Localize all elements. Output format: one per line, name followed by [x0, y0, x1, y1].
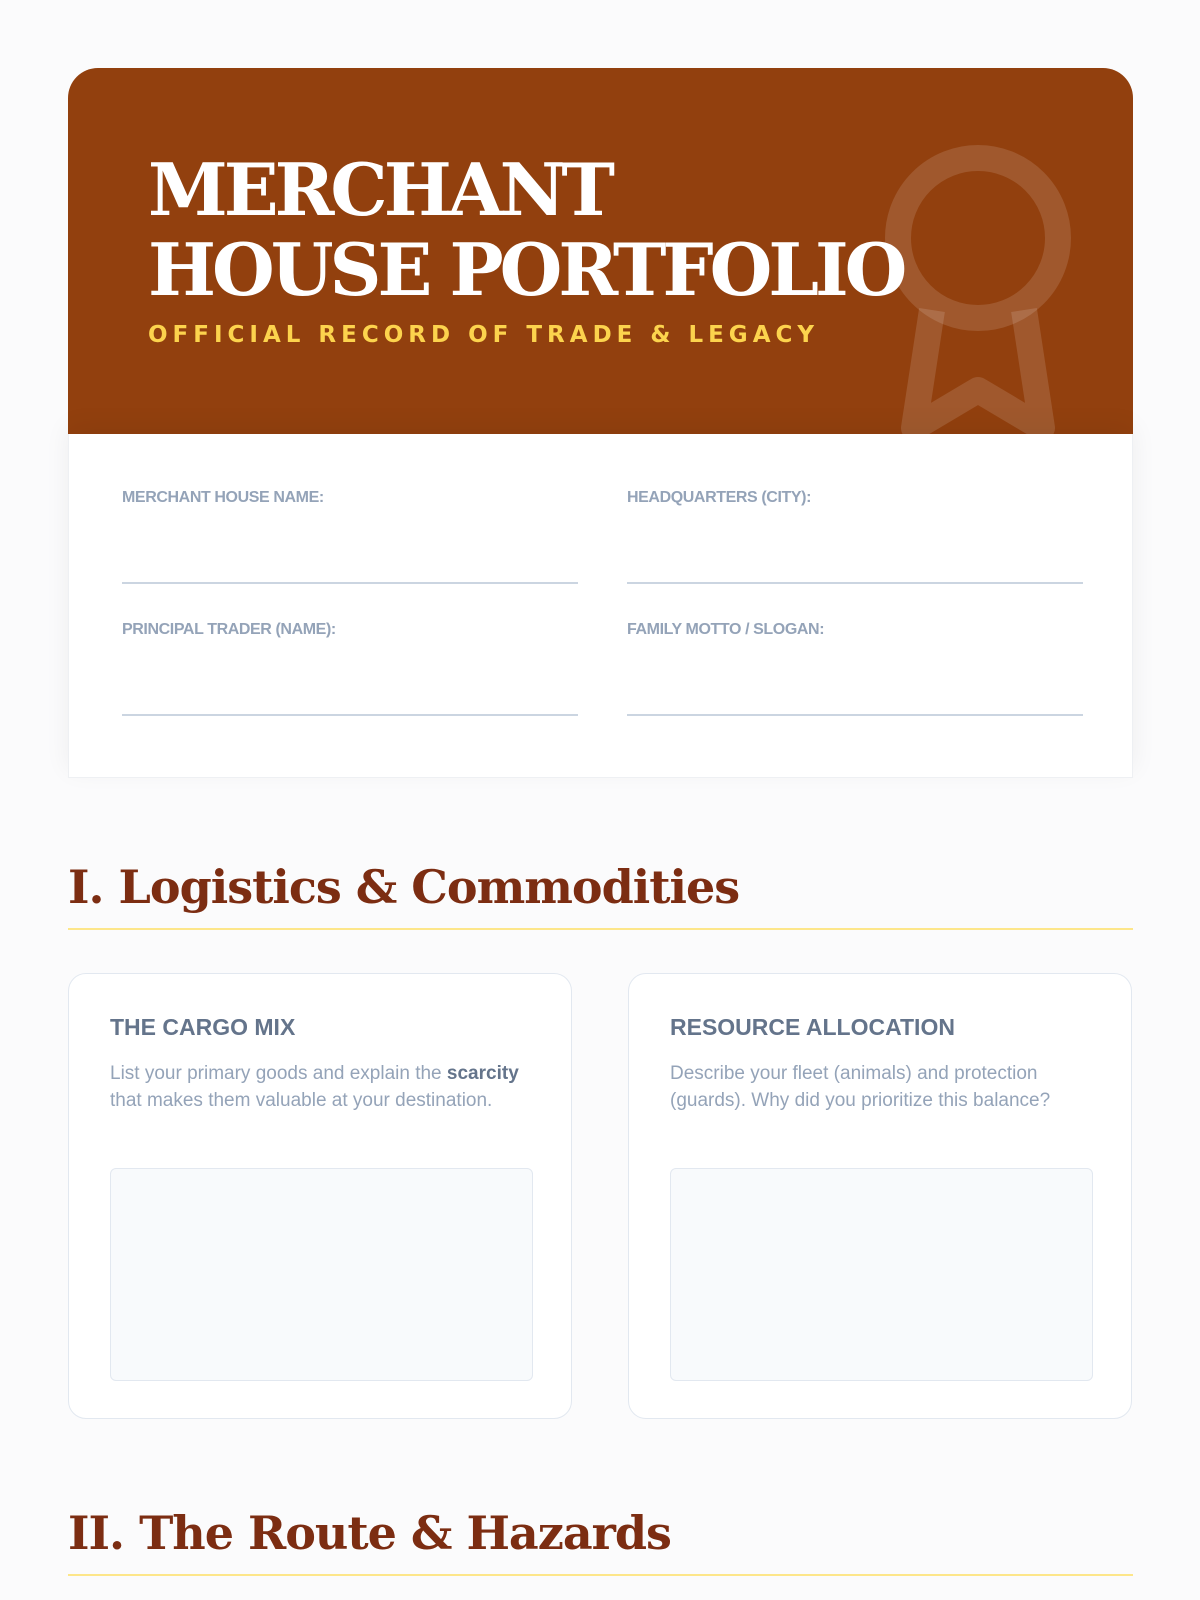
- headquarters-label: HEADQUARTERS (CITY):: [627, 489, 811, 506]
- house-name-field: [122, 489, 574, 507]
- principal-trader-field: [122, 621, 574, 639]
- section-heading-logistics: I. Logistics & Commodities: [68, 860, 1133, 930]
- resource-allocation-textarea[interactable]: [670, 1168, 1093, 1381]
- identity-form: [68, 434, 1133, 778]
- headquarters-field: [627, 489, 1079, 507]
- cargo-mix-card: [68, 973, 572, 1419]
- cargo-mix-textarea[interactable]: [110, 1168, 533, 1381]
- family-motto-field: [627, 621, 1079, 639]
- section-heading-route: II. The Route & Hazards: [68, 1506, 1133, 1576]
- page-title: MERCHANT HOUSE PORTFOLIO: [148, 147, 904, 312]
- page-subtitle: OFFICIAL RECORD OF TRADE & LEGACY: [148, 322, 820, 348]
- house-name-input[interactable]: [122, 580, 578, 584]
- portfolio-document: [68, 68, 1133, 1560]
- header-banner: [68, 68, 1133, 434]
- headquarters-input[interactable]: [627, 580, 1083, 584]
- cargo-mix-description: List your primary goods and explain the scarcity that makes them valuable at your destination.: [110, 1063, 519, 1111]
- scarcity-emphasis: scarcity: [446, 1063, 519, 1084]
- resource-allocation-title: RESOURCE ALLOCATION: [670, 1014, 955, 1040]
- cargo-mix-title: THE CARGO MIX: [110, 1014, 296, 1040]
- principal-trader-input[interactable]: [122, 712, 578, 716]
- family-motto-label: FAMILY MOTTO / SLOGAN:: [627, 621, 825, 638]
- resource-allocation-description: Describe your fleet (animals) and protection (guards). Why did you prioritize this balance?: [670, 1063, 1051, 1111]
- principal-trader-label: PRINCIPAL TRADER (NAME):: [122, 621, 336, 638]
- family-motto-input[interactable]: [627, 712, 1083, 716]
- resource-allocation-card: [628, 973, 1132, 1419]
- house-name-label: MERCHANT HOUSE NAME:: [122, 489, 324, 506]
